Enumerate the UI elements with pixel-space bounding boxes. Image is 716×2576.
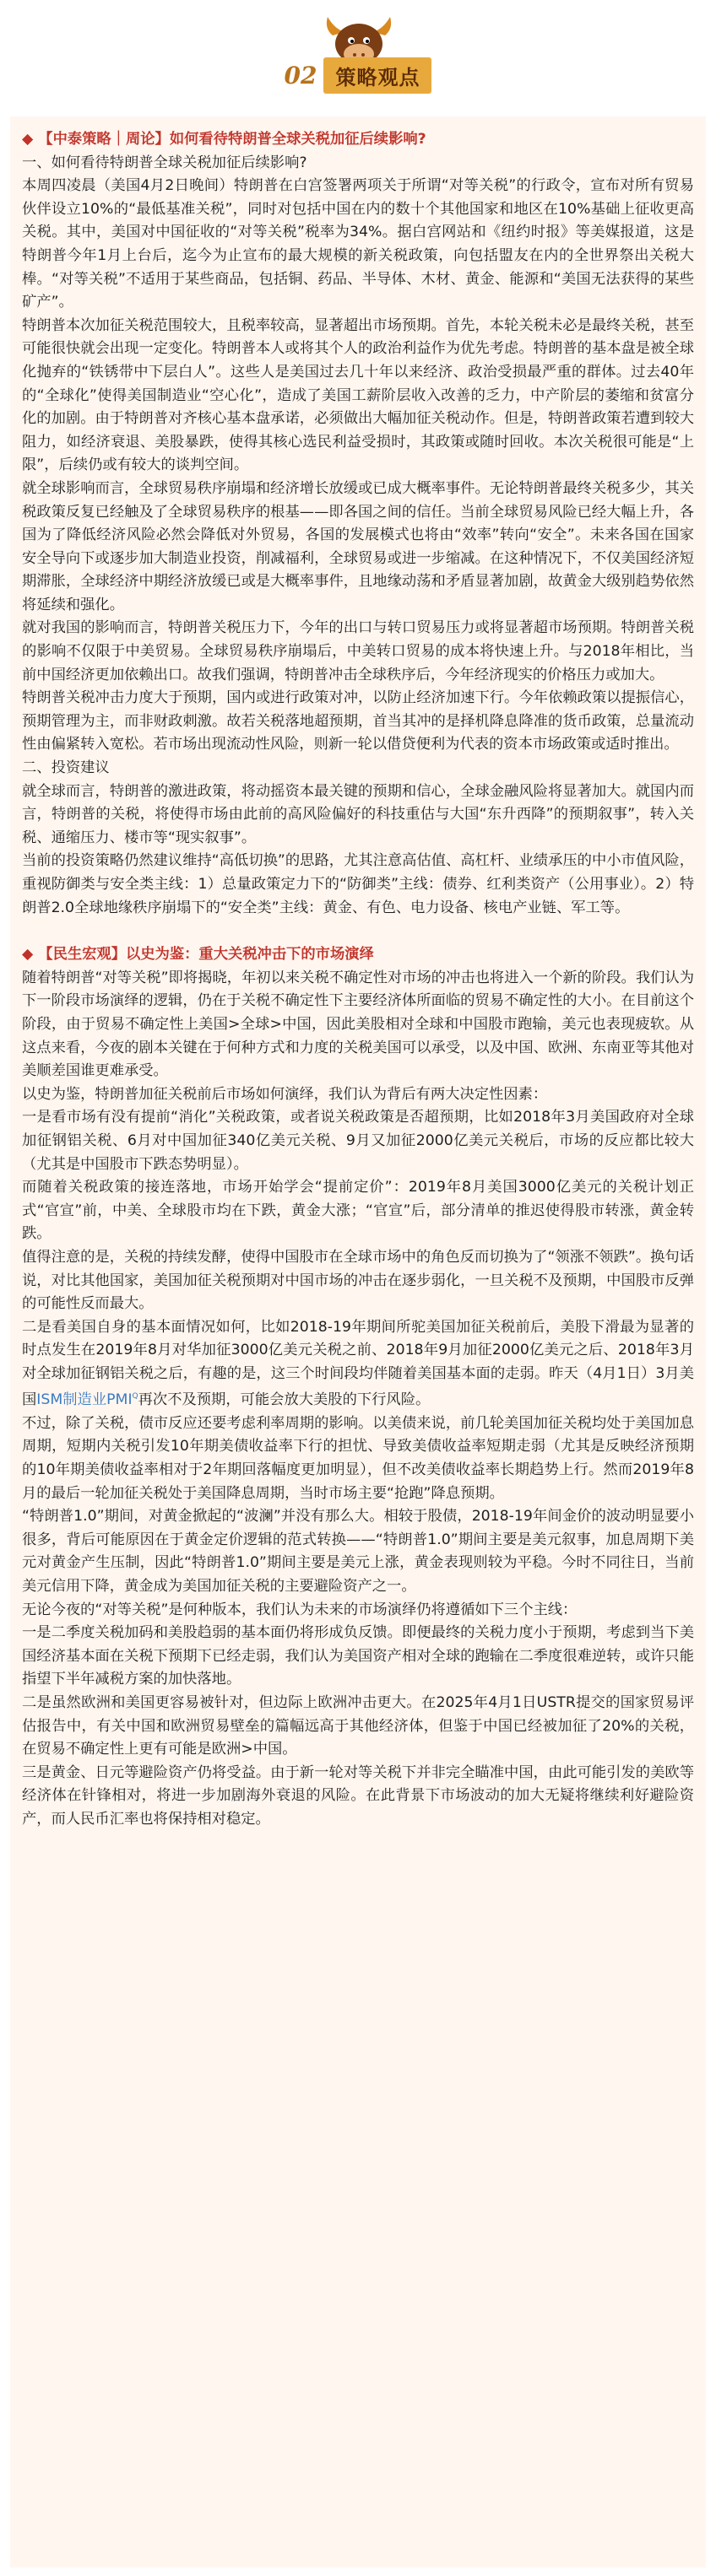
paragraph: 本周四凌晨（美国4月2日晚间）特朗普在白宫签署两项关于所谓“对等关税”的行政令，宣布对所有贸易伙伴设立10%的“最低基准关税”，同时对包括中国在内的数十个其他国家和地区在10%基础上征收更高关税。其中，美国对中国征收的“对等关税”税率为34%。据白宫网站和《纽约时报》等美媒报道，这是特朗普今年1月上台后，迄今为止宣布的最大规模的新关税政策，向包括盟友在内的全世界祭出关税大棒。“对等关税”不适用于某些商品，包括铜、药品、半导体、木材、黄金、能源和“美国无法获得的某些矿产”。 [22,177,694,311]
section-number: 02 [284,62,317,89]
section-badge [0,57,716,94]
link-superscript: Q [132,1392,138,1401]
paragraph: 当前的投资策略仍然建议维持“高低切换”的思路，尤其注意高估值、高杠杆、业绩承压的中小市值风险，重视防御类与安全类主线：1）总量政策定力下的“防御类”主线：债券、红利类资产（公用事业）。2）特朗普2.0全球地缘秩序崩塌下的“安全类”主线：黄金、有色、电力设备、核电产业链、军工等。 [22,852,694,916]
paragraph: “特朗普1.0”期间，对黄金掀起的“波澜”并没有那么大。相较于股债，2018-19年间金价的波动明显要小很多，背后可能原因在于黄金定价逻辑的范式转换——“特朗普1.0”期间主要是美元叙事，加息周期下美元对黄金产生压制，因此“特朗普1.0”期间主要是美元上涨，黄金表现则较为平稳。今时不同往日，当前美元信用下降，黄金成为美国加征关税的主要避险资产之一。 [22,1508,694,1595]
section-label: 策略观点 [323,57,431,94]
section-spacer [22,920,694,943]
paragraph: 就全球影响而言，全球贸易秩序崩塌和经济增长放缓或已成大概率事件。无论特朗普最终关税多少，其关税政策反复已经触及了全球贸易秩序的根基——即各国之间的信任。当前全球贸易风险已经大幅上升，各国为了降低经济风险必然会降低对外贸易，各国的发展模式也将由“效率”转向“安全”。未来各国在国家安全导向下或逐步加大制造业投资，削减福利，全球贸易或进一步缩减。在这种情况下，不仅美国经济短期滞胀，全球经济中期经济放缓已或是大概率事件，且地缘动荡和矛盾显著加剧，故黄金大级别趋势依然将延续和强化。 [22,479,694,613]
paragraph: 一是看市场有没有提前“消化”关税政策，或者说关税政策是否超预期，比如2018年3月美国政府对全球加征钢铝关税、6月对中国加征340亿美元关税、9月又加征2000亿美元关税后，市场的反应都比较大（尤其是中国股市下跌态势明显）。 [22,1109,694,1173]
paragraph: 以史为鉴，特朗普加征关税前后市场如何演绎，我们认为背后有两大决定性因素： [22,1085,548,1103]
section-title-text: 如何看待特朗普全球关税加征后续影响? [169,131,426,148]
paragraph: 就对我国的影响而言，特朗普关税压力下，今年的出口与转口贸易压力或将显著超市场预期。特朗普关税的影响不仅限于中美贸易。全球贸易秩序崩塌后，中美转口贸易的成本将快速上升。与2018年相比，当前中国经济更加依赖出口。故我们强调，特朗普冲击全球秩序后，今年经济现实的价格压力或加大。 [22,619,694,683]
article-panel [10,116,706,2568]
ism-pmi-link[interactable]: ISM制造业PMI [36,1391,133,1409]
paragraph: 三是黄金、日元等避险资产仍将受益。由于新一轮对等关税下并非完全瞄准中国，由此可能引发的美欧等经济体在针锋相对，将进一步加剧海外衰退的风险。在此背景下市场波动的加大无疑将继续利好避险资产，而人民币汇率也将保持相对稳定。 [22,1763,694,1828]
paragraph: 不过，除了关税，债市反应还要考虑利率周期的影响。以美债来说，前几轮美国加征关税均处于美国加息周期，短期内关税引发10年期美债收益率下行的担忧、导致美债收益率短期走弱（尤其是反映经济预期的10年期美债收益率相对于2年期回落幅度更加明显），但不改美债收益率长期趋势上行。然而2019年8月的最后一轮加征关税处于美国降息周期，当时市场主要“抢跑”降息预期。 [22,1414,694,1502]
paragraph: 特朗普本次加征关税范围较大，且税率较高，显著超出市场预期。首先，本轮关税未必是最终关税，甚至可能很快就会出现一定变化。特朗普本人或将其个人的政治利益作为优先考虑。特朗普的基本盘是被全球化抛弃的“铁锈带中下层白人”。这些人是美国过去几十年以来经济、政治受损最严重的群体。过去40年的“全球化”使得美国制造业“空心化”，造成了美国工薪阶层收入改善的乏力，中产阶层的萎缩和贫富分化的加剧。由于特朗普对齐核心基本盘承诺，必须做出大幅加征关税动作。但是，特朗普政策若遭到较大阻力，如经济衰退、美股暴跌，使得其核心选民利益受损时，其政策或随时回收。本次关税很可能是“上限”，后续仍或有较大的谈判空间。 [22,316,694,474]
paragraph: 一是二季度关税加码和美股趋弱的基本面仍将形成负反馈。即便最终的关税力度小于预期，考虑到当下美国经济基本面在关税下预期下已经走弱，我们认为美国资产相对全球的跑输在二季度很难逆转，或许只能指望下半年减税方案的加快落地。 [22,1624,694,1688]
section-title-bracket: 【民生宏观】 [38,946,126,964]
diamond-bullet-icon: ◆ [22,946,34,964]
diamond-bullet-icon: ◆ [22,131,34,148]
paragraph: 就全球而言，特朗普的激进政策，将动摇资本最关键的预期和信心，全球金融风险将显著加大。就国内而言，特朗普的关税，将使得市场由此前的高风险偏好的科技重估与大国“东升西降”的预期叙事”，转入关税、通缩压力、楼市等“现实叙事”。 [22,782,694,846]
paragraph: 而随着关税政策的接连落地，市场开始学会“提前定价”：2019年8月美国3000亿美元的关税计划正式“官宣”前，中美、全球股市均在下跌，黄金大涨；“官宣”后，部分清单的推迟使得股市转涨，黄金转跌。 [22,1179,694,1243]
section-title-minsheng [22,943,694,967]
paragraph: 值得注意的是，关税的持续发酵，使得中国股市在全球市场中的角色反而切换为了“领涨不领跌”。换句话说，对比其他国家，美国加征关税预期对中国市场的冲击在逐步弱化，一旦关税不及预期，中国股市反弹的可能性反而最大。 [22,1248,694,1313]
header [0,0,716,114]
section-title-bracket: 【中泰策略｜周论】 [38,131,170,148]
paragraph: 随着特朗普“对等关税”即将揭晓，年初以来关税不确定性对市场的冲击也将进入一个新的阶段。我们认为下一阶段市场演绎的逻辑，仍在于关税不确定性下主要经济体所面临的贸易不确定性的大小。在目前这个阶段，由于贸易不确定性上美国>全球>中国，因此美股相对全球和中国股市跑输，美元也表现疲软。从这点来看，今夜的剧本关键在于何种方式和力度的关税美国可以承受，以及中国、欧洲、东南亚等其他对美顺差国谁更难承受。 [22,969,694,1080]
paragraph: 二是虽然欧洲和美国更容易被针对，但边际上欧洲冲击更大。在2025年4月1日USTR提交的国家贸易评估报告中，有关中国和欧洲贸易壁垒的篇幅远高于其他经济体，但鉴于中国已经被加征了20%的关税，在贸易不确定性上更有可能是欧洲>中国。 [22,1693,694,1758]
section-title-text: 以史为鉴：重大关税冲击下的市场演绎 [126,946,374,964]
paragraph: 无论今夜的“对等关税”是何种版本，我们认为未来的市场演绎仍将遵循如下三个主线： [22,1601,578,1618]
article-content [10,116,706,1840]
paragraph: 特朗普关税冲击力度大于预期，国内或进行政策对冲，以防止经济加速下行。今年依赖政策以提振信心，预期管理为主，而非财政刺激。故若关税落地超预期，首当其冲的是择机降息降准的货币政策，总量流动性由偏紧转入宽松。若市场出现流动性风险，则新一轮以借贷便利为代表的资本市场政策或适时推出。 [22,689,694,753]
paragraph: 一、如何看待特朗普全球关税加征后续影响? [22,154,307,171]
section-title-zhongtai [22,128,694,152]
paragraph: 二、投资建议 [22,759,110,777]
paragraph: 二是看美国自身的基本面情况如何，比如2018-19年期间所驼美国加征关税前后，美股下滑最为显著的时点发生在2019年8月对华加征3000亿美元关税之前、2018年9月加征2000亿美元之后、2018年3月对全球加征钢铝关税之后，有趣的是，这三个时间段均伴随着美国基本面的走弱。昨天（4月1日）3月美国ISM制造业$PMI^Q$再次不及预期，可能会放大美股的下行风险。 [22,1318,694,1409]
